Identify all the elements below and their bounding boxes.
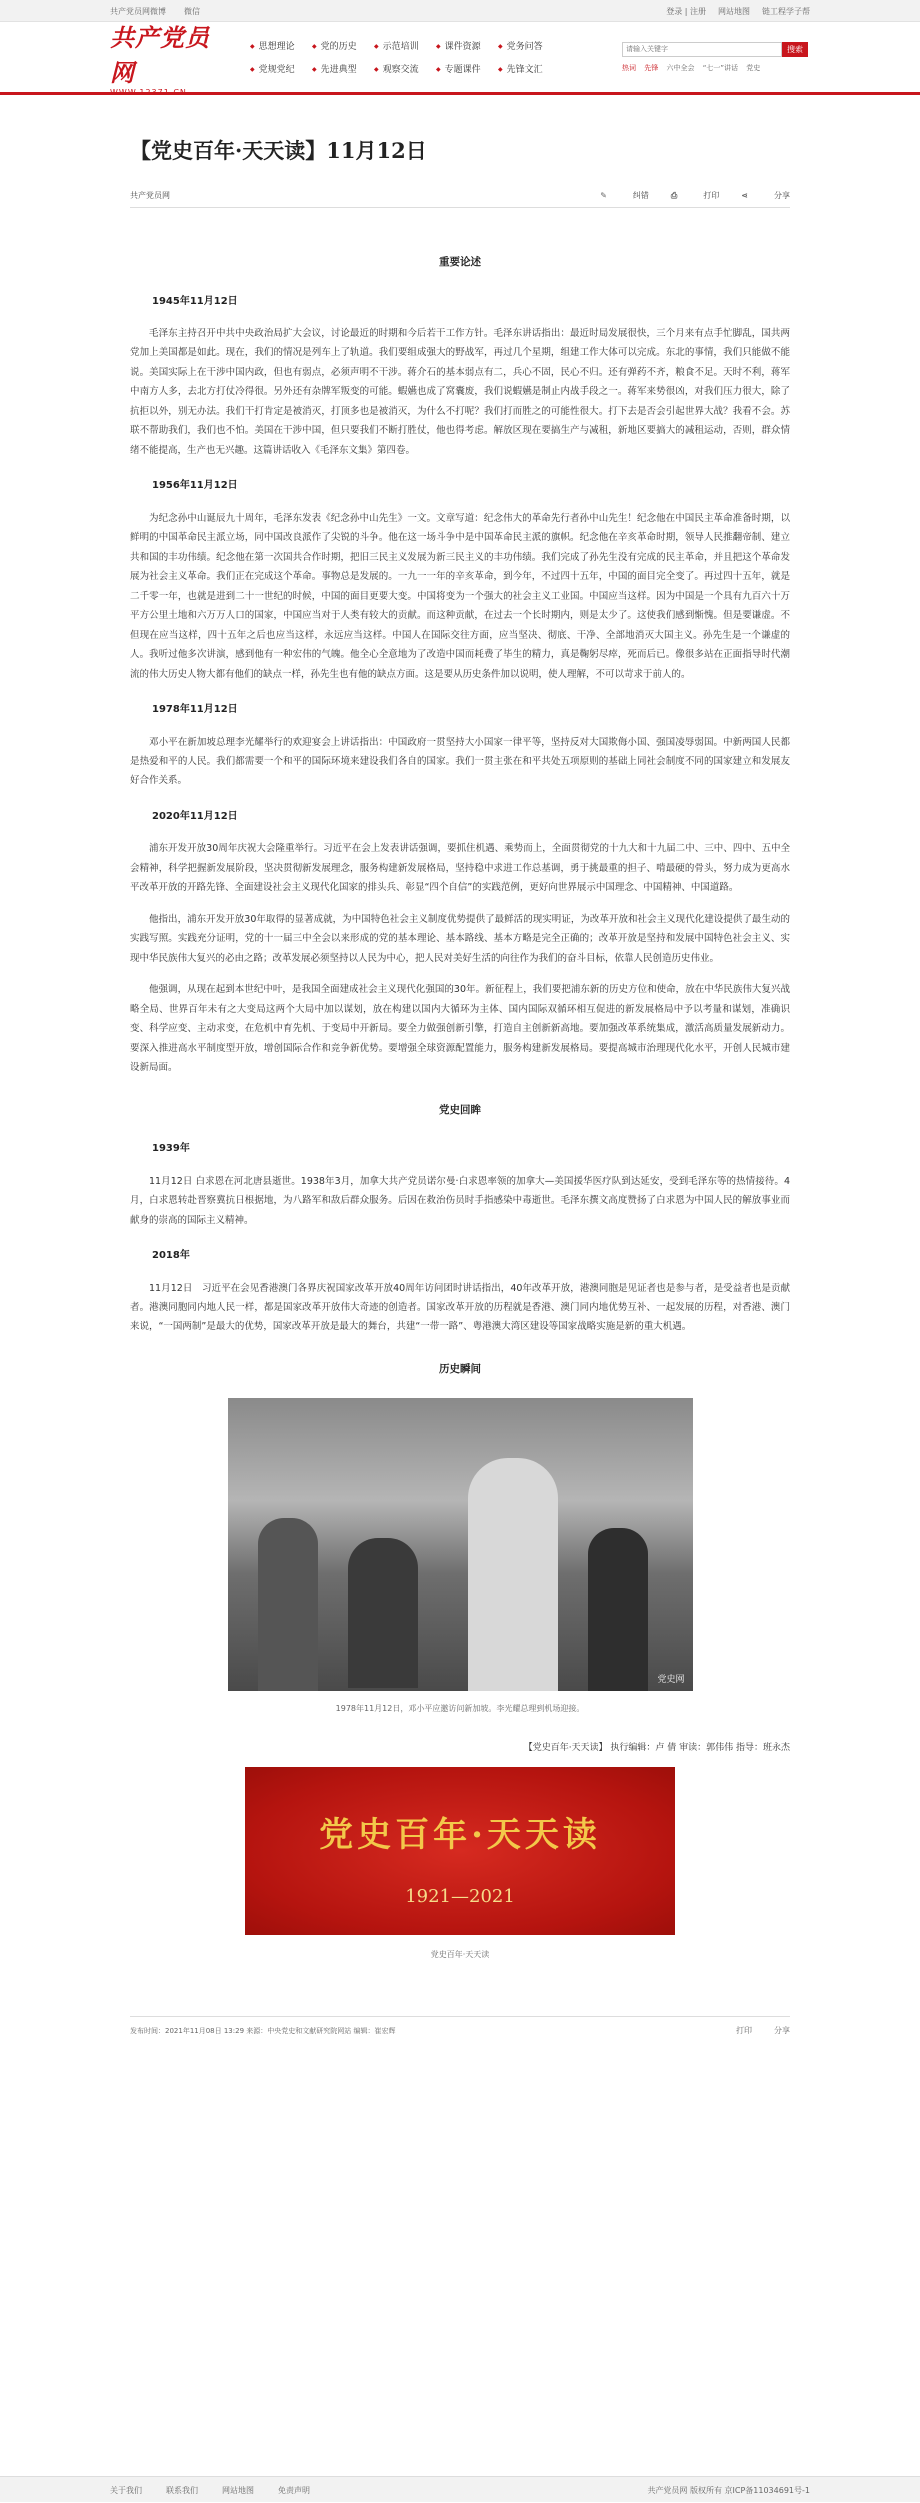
paragraph: 毛泽东主持召开中共中央政治局扩大会议，讨论最近的时期和今后若干工作方针。毛泽东讲话指出：最近时局发展很快，三个月来有点手忙脚乱，国共两党加上美国都是如此。现在，我们的情况是列车上了轨道。我们要组成强大的野战军，再过几个星期，组建工作大体可以完成。东北的事情，我们只能做不能说。美国实际上在干涉中国内政，但也有弱点，必须声明不干涉。蒋介石的基本弱点有二，兵心不固，民心不归。还有弹药不齐，粮食不足。天时不利，蒋军中南方人多，去北方打仗冷得很。另外还有杂牌军叛变的可能。蝦嬿也成了窝囊废，我们说蝦嬿是制止内战手段之一。蒋军来势很凶，对我们压力很大，除了抗拒以外，别无办法。我们干打肯定是被消灭，打顶多也是被消灭，为什么不打呢？我们打而胜之的可能性很大。打下去是否会引起世界大战？我看不会。苏联不帮助我们，我们也不怕。美国在干涉中国，但只要我们不断打胜仗，他也得考虑。解放区现在要搞生产与减租，新地区要搞大的减租运动，否则，群众情绪不能提高，生产也无兴趣。这篇讲话收入《毛泽东文集》第四卷。 [130,328,790,456]
article [100,135,820,2036]
nav-item[interactable]: ◆ 观察交流 [374,62,436,75]
article-title: 【党史百年·天天读】11月12日 [130,138,427,163]
nav-item[interactable]: ◆ 党规党纪 [250,62,312,75]
section-heading: 历史瞬间 [439,1362,481,1375]
date-heading: 1945年11月12日 [152,295,238,307]
nav-item[interactable]: ◆ 课件资源 [436,39,498,52]
date-heading: 2018年 [152,1250,190,1261]
paragraph: 为纪念孙中山诞辰九十周年，毛泽东发表《纪念孙中山先生》一文。文章写道：纪念伟大的革命先行者孙中山先生！纪念他在中国民主革命准备时期，以鲜明的中国革命民主派立场，同中国改良派作了尖锐的斗争。他在这一场斗争中是中国革命民主派的旗帜。纪念他在辛亥革命时期，领导人民推翻帝制、建立共和国的丰功伟绩。纪念他在第一次国共合作时期，把旧三民主义发展为新三民主义的丰功伟绩。我们完成了孙先生没有完成的民主革命，并且把这个革命发展为社会主义革命。我们正在完成这个革命。事物总是发展的。一九一一年的辛亥革命，到今年，不过四十五年，中国的面目完全变了。再过四十五年，就是二千零一年，也就是进到二十一世纪的时候，中国的面目更要大变。中国将变为一个强大的社会主义工业国。中国应当这样。因为中国是一个具有九百六十万平方公里土地和六万万人口的国家，中国应当对于人类有较大的贡献。而这种贡献，在过去一个长时期内，则是太少了。这使我们感到惭愧。但是要谦虚。不但现在应当这样，四十五年之后也应当这样，永远应当这样。中国人在国际交往方面，应当坚决、彻底、干净、全部地消灭大国主义。孙先生是一个谦虚的人。我听过他多次讲演，感到他有一种宏伟的气魄。他全心全意地为了改造中国而耗费了毕生的精力，真是鞠躬尽瘁，死而后已。像很多站在正面指导时代潮流的伟大历史人物大都有他们的缺点一样，孙先生也有他的缺点方面。这是要从历史条件加以说明，使人理解，不可以苛求于前人的。 [130,512,790,680]
date-heading: 2020年11月12日 [152,810,238,822]
date-heading: 1939年 [152,1143,190,1155]
footer-share-button[interactable]: 分享 [774,2026,790,2036]
editor-credits: 【党史百年·天天读】 执行编辑：卢 倩 审读：郭伟伟 指导：班永杰 [523,1743,790,1754]
banner-title: 党史百年·天天读 [319,1815,601,1856]
paragraph: 11月12日 白求恩在河北唐县逝世。1938年3月，加拿大共产党员诺尔曼·白求恩率领的加拿大—美国援华医疗队到达延安，受到毛泽东等的热情接待。4月，白求恩转赴晋察冀抗日根据地，为八路军和敌后群众服务。后因在救治伤员时手指感染中毒逝世。毛泽东撰文高度赞扬了白求恩为中国人民的解放事业而献身的崇高的国际主义精神。 [130,1175,790,1226]
article-footer-meta [130,2016,790,2036]
login-link[interactable]: 登录 | 注册 [666,6,706,16]
print-icon: ⎙ [670,191,678,200]
section-heading: 党史回眸 [439,1103,481,1116]
banner-caption: 党史百年·天天读 [430,1950,490,1960]
paragraph: 他指出，浦东开发开放30年取得的显著成就，为中国特色社会主义制度优势提供了最鲜活的现实明证，为改革开放和社会主义现代化建设提供了最生动的实践写照。实践充分证明，党的十一届三中全会以来形成的党的基本理论、基本路线、基本方略是完全正确的；改革开放是坚持和发展中国特色社会主义、实现中华民族伟大复兴的必由之路；改革发展必须坚持以人民为中心，把人民对美好生活的向往作为我们的奋斗目标，依靠人民创造历史伟业。 [130,913,790,964]
footer-link[interactable]: 关于我们 [110,2485,142,2495]
paragraph: 他强调，从现在起到本世纪中叶，是我国全面建成社会主义现代化强国的30年。新征程上，我们要把浦东新的历史方位和使命，放在中华民族伟大复兴战略全局、世界百年未有之大变局这两个大局中加以谋划，放在构建以国内大循环为主体、国内国际双循环相互促进的新发展格局中予以考量和谋划，准确识变、科学应变、主动求变，在危机中育先机、于变局中开新局。要全力做强创新引擎，打造自主创新新高地。要加强改革系统集成，激活高质量发展新动力。要深入推进高水平制度型开放，增创国际合作和竞争新优势。要增强全球资源配置能力，服务构建新发展格局。要提高城市治理现代化水平，开创人民城市建设新局面。 [130,984,790,1074]
nav-item[interactable]: ◆ 示范培训 [374,39,436,52]
hot-word[interactable]: 先锋 [644,63,659,72]
footer-link[interactable]: 网站地图 [222,2485,254,2495]
hot-words [622,63,810,73]
historical-photo [228,1398,693,1691]
paragraph: 浦东开发开放30周年庆祝大会隆重举行。习近平在会上发表讲话强调，要抓住机遇、乘势而上，全面贯彻党的十九大和十九届二中、三中、四中、五中全会精神，科学把握新发展阶段，坚决贯彻新发展理念，服务构建新发展格局，坚持稳中求进工作总基调，勇于挑最重的担子、啃最硬的骨头，努力成为更高水平改革开放的开路先锋、全面建设社会主义现代化国家的排头兵、彰显“四个自信”的实践范例，更好向世界展示中国理念、中国精神、中国道路。 [130,843,790,894]
main-nav [250,39,622,75]
section-heading: 重要论述 [439,256,481,268]
hot-word[interactable]: 党史 [746,63,761,72]
publish-info: 发布时间：2021年11月08日 13:29 来源：中央党史和文献研究院网站 编辑：崔宏辉 [130,2026,396,2035]
paragraph: 11月12日 习近平在会见香港澳门各界庆祝国家改革开放40周年访问团时讲话指出，40年改革开放，港澳同胞是见证者也是参与者，是受益者也是贡献者。港澳同胞同内地人民一样，都是国家改革开放伟大奇迹的创造者。国家改革开放的历程就是香港、澳门同内地优势互补、一起发展的历程，对香港、澳门来说，“一国两制”是最大的优势，国家改革开放是最大的舞台，共建“一带一路”、粤港澳大湾区建设等国家战略实施是新的重大机遇。 [130,1282,790,1333]
share-button[interactable]: ⋖ 分享 [741,191,790,200]
footer-link[interactable]: 免责声明 [278,2485,310,2495]
nav-item[interactable]: ◆ 思想理论 [250,39,312,52]
date-heading: 1978年11月12日 [152,704,238,716]
sitemap-link[interactable]: 网站地图 [718,6,750,16]
site-logo[interactable]: 共产党员网 WWW.12371.CN [110,22,210,97]
share-icon: ⋖ [741,191,748,200]
footer-link[interactable]: 联系我们 [166,2485,198,2495]
app-link[interactable]: 链工程学子帮 [762,6,810,16]
hot-word[interactable]: 热词 [622,63,636,72]
weibo-link[interactable]: 共产党员网微博 [110,6,166,16]
nav-item[interactable]: ◆ 先进典型 [312,62,374,75]
paragraph: 邓小平在新加坡总理李光耀举行的欢迎宴会上讲话指出：中国政府一贯坚持大小国家一律平等，坚持反对大国欺侮小国、强国凌辱弱国。中新两国人民都是热爱和平的人民。我们都需要一个和平的国际环境来建设我们各自的国家。我们一贯主张在和平共处五项原则的基础上同社会制度不同的国家建立和发展友好合作关系。 [130,736,790,787]
footer-print-button[interactable]: 打印 [736,2026,752,2036]
site-header [110,22,810,97]
series-banner [245,1767,675,1935]
hot-word[interactable]: “七一”讲话 [702,63,738,72]
wechat-link[interactable]: 微信 [184,6,200,16]
copyright: 共产党员网 版权所有 京ICP备11034691号-1 [647,2485,810,2495]
article-body [130,252,790,1380]
date-heading: 1956年11月12日 [152,480,238,492]
search-input[interactable] [622,42,782,57]
nav-item[interactable]: ◆ 党务问答 [498,39,560,52]
photo-caption: 1978年11月12日，邓小平应邀访问新加坡。李光耀总理到机场迎接。 [335,1704,585,1714]
correction-button[interactable]: ✎ 纠错 [600,191,649,200]
print-button[interactable]: ⎙ 打印 [670,191,720,200]
article-meta [130,190,790,208]
nav-item[interactable]: ◆ 先锋文汇 [498,62,560,75]
search-area [622,42,810,73]
hot-word[interactable]: 六中全会 [666,63,695,72]
nav-item[interactable]: ◆ 专题课件 [436,62,498,75]
photo-watermark: 党史网 [657,1675,685,1686]
article-source: 共产党员网 [130,191,170,200]
nav-item[interactable]: ◆ 党的历史 [312,39,374,52]
edit-icon: ✎ [600,191,607,200]
search-button[interactable]: 搜索 [782,42,808,57]
banner-years: 1921—2021 [405,1886,515,1908]
site-footer [0,2476,920,2502]
